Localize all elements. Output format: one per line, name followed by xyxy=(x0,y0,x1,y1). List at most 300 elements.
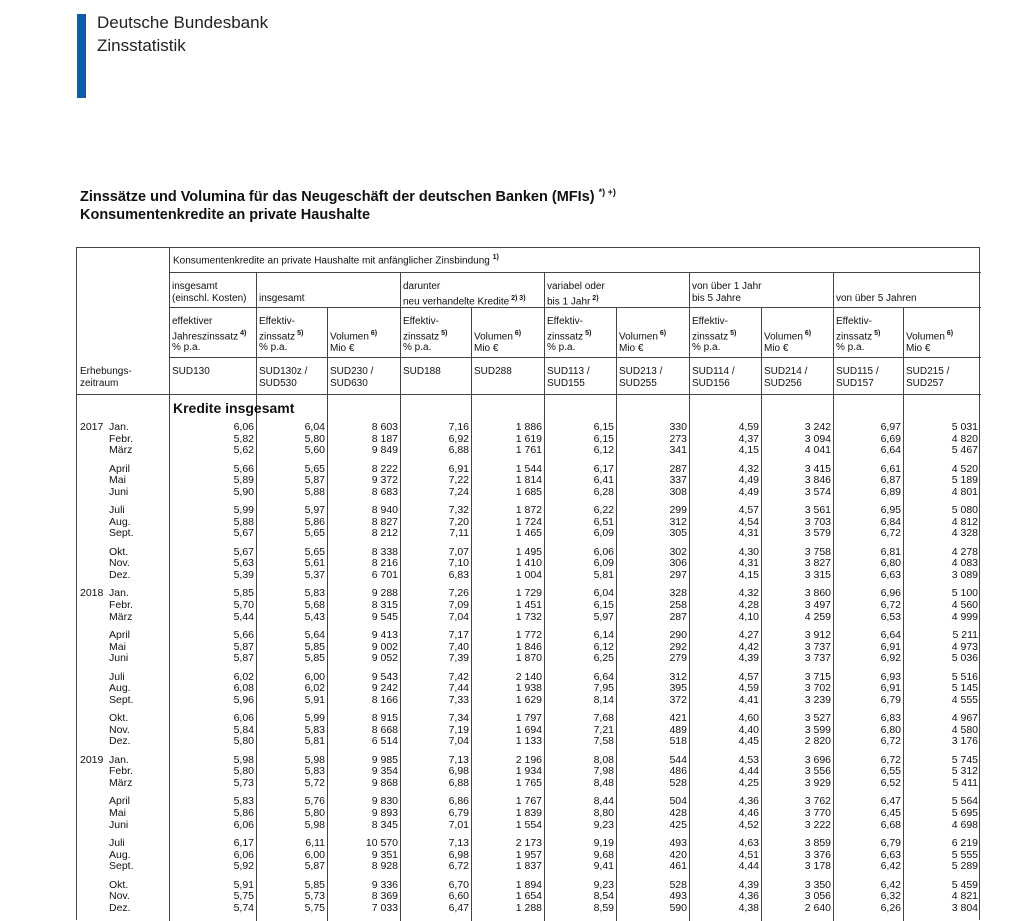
table-cell: 6,79 xyxy=(880,693,901,706)
table-row xyxy=(77,653,981,665)
table-cell: 5,37 xyxy=(304,568,325,581)
table-cell: 3 089 xyxy=(951,568,978,581)
table-cell: 5,98 xyxy=(233,753,254,766)
table-cell: 9 543 xyxy=(371,670,398,683)
table-cell: 1 694 xyxy=(515,723,542,736)
table-cell: 6,84 xyxy=(880,515,901,528)
table-cell: 7,32 xyxy=(448,504,469,517)
row-block xyxy=(77,588,981,623)
table-cell: 6,92 xyxy=(880,652,901,665)
table-cell: 1 938 xyxy=(515,682,542,695)
table-cell: 6,98 xyxy=(448,848,469,861)
row-block xyxy=(77,464,981,499)
table-cell: 4,52 xyxy=(738,818,759,831)
title-footnote-marker: *) +) xyxy=(598,187,616,197)
table-cell: 5,98 xyxy=(304,818,325,831)
table-cell: 6,80 xyxy=(880,557,901,570)
table-cell: 9,23 xyxy=(593,878,614,891)
table-cell: 9,41 xyxy=(593,860,614,873)
table-row xyxy=(77,820,981,832)
table-cell: 3 599 xyxy=(804,723,831,736)
table-cell: 7,19 xyxy=(448,723,469,736)
table-cell: 4,41 xyxy=(738,693,759,706)
row-month: Sept. xyxy=(109,693,134,706)
table-cell: 2 173 xyxy=(515,837,542,849)
table-cell: 312 xyxy=(669,515,687,528)
table-cell: 5,85 xyxy=(233,587,254,600)
row-block xyxy=(77,630,981,665)
table-cell: 4,39 xyxy=(738,878,759,891)
group-header xyxy=(259,293,305,305)
grid-line xyxy=(169,357,981,358)
row-month: März xyxy=(109,776,133,789)
table-cell: 4,15 xyxy=(738,444,759,457)
table-cell: 6,72 xyxy=(448,860,469,873)
table-cell: 5,66 xyxy=(233,462,254,475)
table-cell: 6,72 xyxy=(880,753,901,766)
table-cell: 1 957 xyxy=(515,848,542,861)
table-cell: 4 698 xyxy=(951,818,978,831)
row-month: Okt. xyxy=(109,545,129,558)
row-month: Okt. xyxy=(109,712,129,725)
table-cell: 5,80 xyxy=(304,806,325,819)
table-cell: 8 315 xyxy=(371,598,398,611)
table-cell: 6,93 xyxy=(880,670,901,683)
table-cell: 9,68 xyxy=(593,848,614,861)
table-cell: 1 729 xyxy=(515,587,542,600)
row-month: Mai xyxy=(109,640,126,653)
table-cell: 3 715 xyxy=(804,670,831,683)
table-cell: 290 xyxy=(669,629,687,641)
table-cell: 6,55 xyxy=(880,765,901,778)
table-cell: 8 928 xyxy=(371,860,398,873)
group-header-line1: variabel oder xyxy=(547,281,605,292)
row-month: Dez. xyxy=(109,735,131,748)
column-unit: Mio € xyxy=(619,342,644,354)
table-cell: 1 934 xyxy=(515,765,542,778)
table-cell: 3 737 xyxy=(804,640,831,653)
series-code: SUD113 / xyxy=(547,366,590,377)
table-cell: 1 839 xyxy=(515,806,542,819)
table-cell: 299 xyxy=(669,504,687,517)
table-cell: 10 570 xyxy=(365,837,398,849)
table-cell: 6,86 xyxy=(448,795,469,808)
table-cell: 4,36 xyxy=(738,890,759,903)
table-cell: 6,09 xyxy=(593,557,614,570)
table-row xyxy=(77,422,981,434)
table-cell: 5 459 xyxy=(951,878,978,891)
table-cell: 3 556 xyxy=(804,765,831,778)
series-code: SUD230 / xyxy=(330,366,374,377)
table-cell: 6,08 xyxy=(233,682,254,695)
table-cell: 489 xyxy=(669,723,687,736)
table-cell: 5,83 xyxy=(233,795,254,808)
column-unit: % p.a. xyxy=(692,342,721,354)
column-header xyxy=(836,316,880,354)
table-cell: 6,89 xyxy=(880,485,901,498)
table-cell: 5 467 xyxy=(951,444,978,457)
column-header-line2: zinssatz $^{5)}$ xyxy=(836,329,881,342)
table-cell: 3 804 xyxy=(951,901,978,914)
table-cell: 6,17 xyxy=(593,462,614,475)
column-header-line2: zinssatz $^{5)}$ xyxy=(259,329,304,342)
table-cell: 528 xyxy=(669,878,687,891)
table-cell: 1 724 xyxy=(515,515,542,528)
title-line1: Zinssätze und Volumina für das Neugeschäft der deutschen Banken (MFIs) xyxy=(80,188,595,205)
table-cell: 1 872 xyxy=(515,504,542,517)
table-cell: 7,21 xyxy=(593,723,614,736)
table-cell: 7,01 xyxy=(448,818,469,831)
row-month: Nov. xyxy=(109,890,130,903)
table-cell: 3 242 xyxy=(804,421,831,433)
table-cell: 421 xyxy=(669,712,687,725)
table-cell: 3 350 xyxy=(804,878,831,891)
table-cell: 372 xyxy=(669,693,687,706)
grid-line xyxy=(544,272,545,394)
column-unit: % p.a. xyxy=(259,342,288,354)
table-cell: 6,22 xyxy=(593,504,614,517)
row-month: Jan. xyxy=(109,587,129,600)
grid-line xyxy=(761,307,762,394)
table-cell: 6,72 xyxy=(880,527,901,540)
table-cell: 7,40 xyxy=(448,640,469,653)
row-month: Aug. xyxy=(109,848,131,861)
row-block xyxy=(77,838,981,873)
table-cell: 8 940 xyxy=(371,504,398,517)
table-cell: 5,60 xyxy=(304,444,325,457)
table-cell: 1 765 xyxy=(515,776,542,789)
table-cell: 6,12 xyxy=(593,444,614,457)
table-cell: 3 827 xyxy=(804,557,831,570)
table-cell: 7,07 xyxy=(448,545,469,558)
table-cell: 5,99 xyxy=(304,712,325,725)
column-header xyxy=(474,328,521,354)
table-cell: 9 288 xyxy=(371,587,398,600)
table-cell: 4,45 xyxy=(738,735,759,748)
table-cell: 1 410 xyxy=(515,557,542,570)
table-cell: 4 580 xyxy=(951,723,978,736)
table-cell: 3 762 xyxy=(804,795,831,808)
table-cell: 4,38 xyxy=(738,901,759,914)
column-header xyxy=(259,316,303,354)
table-cell: 1 544 xyxy=(515,462,542,475)
table-cell: 7,98 xyxy=(593,765,614,778)
table-cell: 5,91 xyxy=(304,693,325,706)
table-cell: 5,85 xyxy=(304,640,325,653)
table-cell: 308 xyxy=(669,485,687,498)
table-cell: 5,88 xyxy=(304,485,325,498)
table-cell: 6,42 xyxy=(880,860,901,873)
column-header-line1: effektiver xyxy=(172,316,213,327)
group-header-line2: bis 1 Jahr $^{2)}$ xyxy=(547,294,599,307)
table-cell: 6,47 xyxy=(880,795,901,808)
table-cell: 4 801 xyxy=(951,485,978,498)
series-code: SUD214 / xyxy=(764,366,808,377)
table-cell: 9 849 xyxy=(371,444,398,457)
table-cell: 5,90 xyxy=(233,485,254,498)
table-cell: 6,95 xyxy=(880,504,901,517)
table-cell: 3 527 xyxy=(804,712,831,725)
table-cell: 5,87 xyxy=(233,640,254,653)
table-cell: 3 702 xyxy=(804,682,831,695)
row-month: Jan. xyxy=(109,753,129,766)
table-cell: 287 xyxy=(669,462,687,475)
table-cell: 5,67 xyxy=(233,545,254,558)
table-cell: 7,58 xyxy=(593,735,614,748)
brand-subtitle: Zinsstatistik xyxy=(97,36,186,55)
table-cell: 7,34 xyxy=(448,712,469,725)
table-cell: 4 083 xyxy=(951,557,978,570)
row-month: Mai xyxy=(109,806,126,819)
grid-line xyxy=(903,307,904,394)
series-code: SUD257 xyxy=(906,377,944,389)
table-cell: 4,31 xyxy=(738,527,759,540)
table-cell: 461 xyxy=(669,860,687,873)
brand-name: Deutsche Bundesbank xyxy=(97,13,269,32)
table-cell: 7,22 xyxy=(448,474,469,487)
row-month: April xyxy=(109,629,131,641)
table-cell: 297 xyxy=(669,568,687,581)
row-month: Sept. xyxy=(109,527,134,540)
top-header-label: Konsumentenkredite an private Haushalte mit anfänglicher Zinsbindung xyxy=(173,255,490,267)
table-cell: 7,13 xyxy=(448,753,469,766)
group-header-line1: von über 5 Jahren xyxy=(836,293,917,304)
row-month: Juni xyxy=(109,818,129,831)
row-month: Jan. xyxy=(109,421,129,433)
table-cell: 9 413 xyxy=(371,629,398,641)
column-header-line2: Volumen $^{6)}$ xyxy=(764,330,812,343)
table-cell: 1 288 xyxy=(515,901,542,914)
table-cell: 5,80 xyxy=(233,765,254,778)
table-cell: 5 189 xyxy=(951,474,978,487)
table-cell: 9 545 xyxy=(371,610,398,623)
row-month: März xyxy=(109,610,133,623)
table-cell: 4,49 xyxy=(738,474,759,487)
table-cell: 5 080 xyxy=(951,504,978,517)
table-cell: 4,39 xyxy=(738,652,759,665)
table-cell: 5,96 xyxy=(233,693,254,706)
table-cell: 6,15 xyxy=(593,598,614,611)
table-cell: 5,85 xyxy=(304,652,325,665)
table-cell: 7,10 xyxy=(448,557,469,570)
group-header-line1: insgesamt xyxy=(259,293,305,304)
table-cell: 6,14 xyxy=(593,629,614,641)
grid-line xyxy=(327,307,328,394)
table-cell: 4,28 xyxy=(738,598,759,611)
series-code: SUD530 xyxy=(259,377,297,389)
table-cell: 6,88 xyxy=(448,444,469,457)
column-header xyxy=(547,316,591,354)
series-code: SUD213 / xyxy=(619,366,663,377)
row-block xyxy=(77,796,981,831)
column-header-line1: Effektiv- xyxy=(692,316,728,327)
table-cell: 258 xyxy=(669,598,687,611)
table-cell: 7,04 xyxy=(448,735,469,748)
table-cell: 6,69 xyxy=(880,432,901,445)
table-cell: 1 837 xyxy=(515,860,542,873)
table-cell: 3 376 xyxy=(804,848,831,861)
table-cell: 6,72 xyxy=(880,735,901,748)
column-header-line2: Volumen $^{6)}$ xyxy=(906,330,954,343)
table-cell: 1 846 xyxy=(515,640,542,653)
table-cell: 544 xyxy=(669,753,687,766)
table-cell: 4 973 xyxy=(951,640,978,653)
grid-line xyxy=(256,272,257,394)
group-header xyxy=(692,281,762,304)
table-cell: 4,27 xyxy=(738,629,759,641)
table-cell: 4 967 xyxy=(951,712,978,725)
table-cell: 4,53 xyxy=(738,753,759,766)
table-cell: 5,80 xyxy=(233,735,254,748)
table-cell: 5,65 xyxy=(304,462,325,475)
column-header-line2: Volumen $^{6)}$ xyxy=(619,330,667,343)
row-block xyxy=(77,422,981,457)
table-cell: 4,51 xyxy=(738,848,759,861)
table-cell: 7,17 xyxy=(448,629,469,641)
row-month: Aug. xyxy=(109,682,131,695)
table-cell: 4 259 xyxy=(804,610,831,623)
table-cell: 5,91 xyxy=(233,878,254,891)
table-cell: 6,32 xyxy=(880,890,901,903)
table-cell: 4,44 xyxy=(738,765,759,778)
row-month: April xyxy=(109,462,131,475)
table-cell: 6,79 xyxy=(448,806,469,819)
table-cell: 292 xyxy=(669,640,687,653)
table-row xyxy=(77,695,981,707)
table-cell: 504 xyxy=(669,795,687,808)
column-header xyxy=(619,328,666,354)
table-cell: 6,09 xyxy=(593,527,614,540)
table-cell: 8 827 xyxy=(371,515,398,528)
table-cell: 3 860 xyxy=(804,587,831,600)
column-header xyxy=(172,316,246,354)
table-cell: 6,97 xyxy=(880,421,901,433)
column-unit: Mio € xyxy=(474,342,499,354)
row-month: Juli xyxy=(109,670,125,683)
table-cell: 4,15 xyxy=(738,568,759,581)
table-cell: 4,25 xyxy=(738,776,759,789)
column-unit: % p.a. xyxy=(403,342,432,354)
table-cell: 9 351 xyxy=(371,848,398,861)
table-cell: 8 915 xyxy=(371,712,398,725)
table-cell: 6 701 xyxy=(371,568,398,581)
row-month: Juli xyxy=(109,504,125,517)
table-cell: 6,60 xyxy=(448,890,469,903)
table-row xyxy=(77,528,981,540)
table-cell: 5,99 xyxy=(233,504,254,517)
table-cell: 5,66 xyxy=(233,629,254,641)
table-cell: 3 415 xyxy=(804,462,831,475)
row-block xyxy=(77,880,981,915)
table-cell: 9 242 xyxy=(371,682,398,695)
table-cell: 6,52 xyxy=(880,776,901,789)
table-cell: 4,32 xyxy=(738,587,759,600)
table-cell: 6,00 xyxy=(304,848,325,861)
table-cell: 1 619 xyxy=(515,432,542,445)
table-cell: 4,40 xyxy=(738,723,759,736)
table-cell: 6,26 xyxy=(880,901,901,914)
table-cell: 4,59 xyxy=(738,682,759,695)
table-cell: 4,60 xyxy=(738,712,759,725)
table-cell: 6,04 xyxy=(304,421,325,433)
table-cell: 5,83 xyxy=(304,765,325,778)
page-title xyxy=(80,183,616,224)
group-header xyxy=(547,281,605,307)
table-cell: 4,44 xyxy=(738,860,759,873)
table-cell: 5,88 xyxy=(233,515,254,528)
table-row xyxy=(77,445,981,457)
table-cell: 5,82 xyxy=(233,432,254,445)
table-cell: 3 497 xyxy=(804,598,831,611)
table-cell: 5,89 xyxy=(233,474,254,487)
column-header xyxy=(906,328,953,354)
table-cell: 9,23 xyxy=(593,818,614,831)
table-cell: 7,95 xyxy=(593,682,614,695)
column-unit: % p.a. xyxy=(836,342,865,354)
brand-accent-bar xyxy=(77,14,86,98)
row-month: Mai xyxy=(109,474,126,487)
table-cell: 8 187 xyxy=(371,432,398,445)
table-cell: 6,12 xyxy=(593,640,614,653)
table-cell: 3 574 xyxy=(804,485,831,498)
table-cell: 279 xyxy=(669,652,687,665)
table-cell: 5,81 xyxy=(304,735,325,748)
column-header-line2: Volumen $^{6)}$ xyxy=(330,330,378,343)
table-cell: 1 465 xyxy=(515,527,542,540)
row-month: April xyxy=(109,795,131,808)
table-cell: 7,39 xyxy=(448,652,469,665)
grid-line xyxy=(400,272,401,394)
table-cell: 6,81 xyxy=(880,545,901,558)
table-cell: 5,87 xyxy=(304,860,325,873)
table-cell: 420 xyxy=(669,848,687,861)
table-cell: 5,87 xyxy=(233,652,254,665)
table-cell: 1 654 xyxy=(515,890,542,903)
row-month: Febr. xyxy=(109,432,133,445)
column-header xyxy=(330,328,377,354)
group-header xyxy=(403,281,526,307)
table-cell: 6,00 xyxy=(304,670,325,683)
table-cell: 7,26 xyxy=(448,587,469,600)
table-cell: 6,91 xyxy=(448,462,469,475)
table-cell: 7,04 xyxy=(448,610,469,623)
column-unit: % p.a. xyxy=(547,342,576,354)
table-cell: 4 520 xyxy=(951,462,978,475)
table-cell: 1 894 xyxy=(515,878,542,891)
table-cell: 8 166 xyxy=(371,693,398,706)
table-cell: 5,81 xyxy=(593,568,614,581)
table-cell: 3 178 xyxy=(804,860,831,873)
series-code: SUD155 xyxy=(547,377,585,389)
grid-line xyxy=(471,307,472,394)
table-cell: 4 555 xyxy=(951,693,978,706)
table-cell: 6,79 xyxy=(880,837,901,849)
series-code: SUD288 xyxy=(474,366,512,377)
table-cell: 5,44 xyxy=(233,610,254,623)
table-cell: 6,06 xyxy=(233,848,254,861)
table-cell: 6,83 xyxy=(880,712,901,725)
table-cell: 493 xyxy=(669,837,687,849)
series-code: SUD188 xyxy=(403,366,441,377)
table-cell: 9 985 xyxy=(371,753,398,766)
row-label-header: zeitraum xyxy=(80,377,119,389)
table-cell: 5,86 xyxy=(233,806,254,819)
table-cell: 5,85 xyxy=(304,878,325,891)
section-title: Kredite insgesamt xyxy=(173,400,295,416)
table-cell: 395 xyxy=(669,682,687,695)
table-cell: 5 100 xyxy=(951,587,978,600)
grid-line xyxy=(689,272,690,394)
